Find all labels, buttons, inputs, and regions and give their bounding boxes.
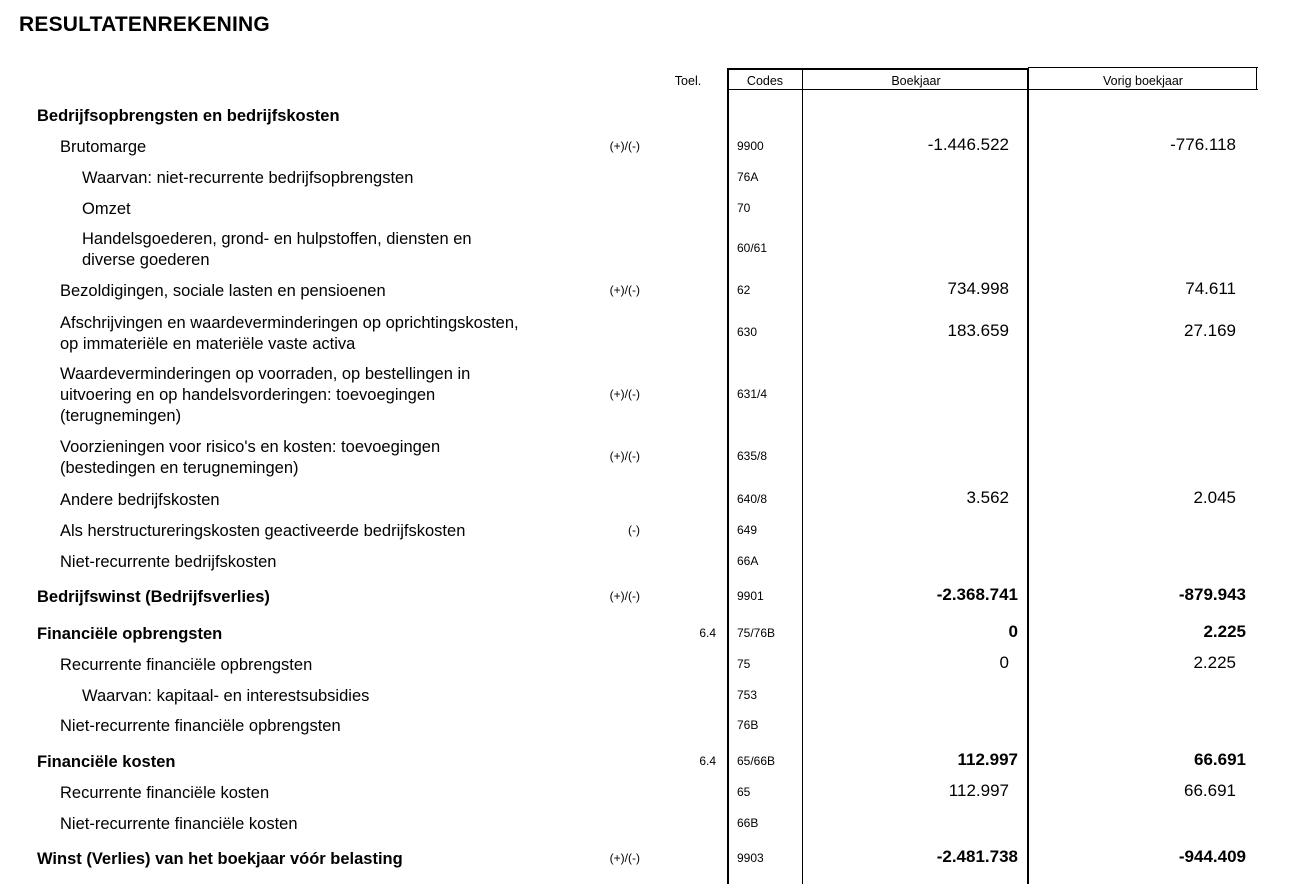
header-top-border-right: [1028, 67, 1258, 68]
value-boekjaar: 112.997: [957, 749, 1018, 769]
row-label-line: Bedrijfswinst (Bedrijfsverlies): [37, 588, 270, 606]
row-label-line: Recurrente financiële kosten: [60, 784, 270, 802]
toelichting-ref: 6.4: [699, 753, 716, 768]
row-label-line: Winst (Verlies) van het boekjaar vóór belasting: [37, 850, 403, 868]
value-vorig-boekjaar: 2.225: [1203, 621, 1246, 641]
row-code: 9900: [737, 138, 764, 153]
sign-indicator: (+)/(-): [609, 850, 640, 865]
row-code: 76A: [737, 169, 759, 184]
row-label: [82, 199, 131, 220]
row-code: 65: [737, 784, 751, 799]
row-label: [37, 587, 270, 608]
row-label-line: (bestedingen en terugnemingen): [60, 459, 299, 477]
row-label-line: uitvoering en op handelsvorderingen: toevoegingen: [60, 386, 436, 404]
row-label-line: Niet-recurrente bedrijfskosten: [60, 553, 277, 571]
row-label: [60, 783, 269, 804]
row-code: 76B: [737, 717, 759, 732]
row-label: [60, 137, 146, 158]
row-label: [60, 364, 470, 427]
row-label-line: Waarvan: niet-recurrente bedrijfsopbrengsten: [82, 169, 414, 187]
value-boekjaar: -2.368.741: [936, 584, 1018, 604]
row-code: 70: [737, 200, 751, 215]
row-code: 753: [737, 687, 758, 702]
sign-indicator: (+)/(-): [609, 449, 640, 463]
row-label-line: Waarvan: kapitaal- en interestsubsidies: [82, 687, 370, 705]
value-vorig-boekjaar: -944.409: [1178, 846, 1246, 866]
page-title: RESULTATENREKENING: [19, 13, 270, 36]
row-code: 66B: [737, 815, 759, 830]
row-label: [60, 281, 386, 302]
row-label-line: Afschrijvingen en waardeverminderingen op oprichtingskosten,: [60, 314, 519, 332]
row-label-line: Niet-recurrente financiële kosten: [60, 815, 298, 833]
row-label: [60, 552, 276, 573]
sign-indicator: (+)/(-): [609, 282, 640, 297]
row-code: 631/4: [737, 386, 768, 401]
row-code: 60/61: [737, 241, 768, 255]
value-vorig-boekjaar: 74.611: [1185, 278, 1236, 298]
boekjaar-right-border: [1027, 68, 1029, 884]
row-label: [60, 437, 440, 479]
row-label-line: Bezoldigingen, sociale lasten en pensioenen: [60, 282, 386, 300]
row-label-line: Brutomarge: [60, 138, 147, 156]
row-code: 630: [737, 325, 758, 339]
toelichting-ref: 6.4: [699, 625, 716, 640]
row-code: 9903: [737, 850, 764, 865]
row-label: [82, 168, 413, 189]
column-header-vorig-boekjaar: Vorig boekjaar: [1103, 74, 1183, 88]
row-label-line: Financiële kosten: [37, 753, 176, 771]
row-label: [60, 313, 519, 355]
value-vorig-boekjaar: 2.225: [1193, 652, 1236, 672]
row-label-line: Voorzieningen voor risico's en kosten: toevoegingen: [60, 438, 441, 456]
value-boekjaar: 0: [1008, 621, 1018, 641]
value-boekjaar: 183.659: [947, 321, 1009, 340]
value-vorig-boekjaar: 66.691: [1194, 749, 1246, 769]
row-label: [37, 849, 403, 870]
codes-right-border: [802, 68, 803, 884]
value-boekjaar: -1.446.522: [927, 134, 1009, 154]
row-label: [82, 229, 472, 271]
row-label-line: Waardeverminderingen op voorraden, op bestellingen in: [60, 365, 471, 383]
row-label-line: Omzet: [82, 200, 131, 218]
row-code: 635/8: [737, 449, 768, 463]
row-label: [60, 490, 220, 511]
row-label: [60, 521, 465, 542]
sign-indicator: (-): [628, 522, 640, 537]
row-label: [60, 814, 298, 835]
row-label-line: Handelsgoederen, grond- en hulpstoffen, diensten en: [82, 230, 472, 248]
value-boekjaar: 112.997: [948, 780, 1009, 800]
value-boekjaar: 734.998: [947, 278, 1009, 298]
row-label: [37, 624, 222, 645]
value-vorig-boekjaar: 27.169: [1184, 321, 1236, 340]
header-top-border: [727, 68, 1029, 70]
sign-indicator: (+)/(-): [609, 588, 640, 603]
row-label: [37, 106, 340, 127]
row-code: 640/8: [737, 491, 768, 506]
row-label-line: Bedrijfsopbrengsten en bedrijfskosten: [37, 107, 340, 125]
row-label-line: (terugnemingen): [60, 407, 182, 425]
header-bottom-border: [727, 89, 1258, 90]
codes-left-border: [727, 68, 729, 884]
value-vorig-boekjaar: -776.118: [1170, 134, 1236, 154]
row-code: 9901: [737, 588, 764, 603]
row-code: 75: [737, 656, 751, 671]
column-header-boekjaar: Boekjaar: [891, 74, 941, 88]
row-code: 75/76B: [737, 625, 776, 640]
row-label-line: Als herstructureringskosten geactiveerde bedrijfskosten: [60, 522, 466, 540]
row-label: [60, 716, 341, 737]
row-label: [60, 655, 312, 676]
value-vorig-boekjaar: 2.045: [1193, 487, 1236, 507]
row-code: 66A: [737, 553, 759, 568]
row-code: 649: [737, 522, 758, 537]
row-label-line: Andere bedrijfskosten: [60, 491, 220, 509]
value-boekjaar: 0: [999, 652, 1009, 672]
row-code: 65/66B: [737, 753, 776, 768]
row-label-line: Niet-recurrente financiële opbrengsten: [60, 717, 341, 735]
column-header-codes: Codes: [746, 74, 784, 88]
row-label-line: Recurrente financiële opbrengsten: [60, 656, 313, 674]
row-label-line: op immateriële en materiële vaste activa: [60, 335, 356, 353]
vorig-right-border: [1256, 67, 1257, 90]
row-label-line: diverse goederen: [82, 251, 210, 269]
row-label: [37, 752, 175, 773]
value-boekjaar: -2.481.738: [936, 846, 1018, 866]
value-vorig-boekjaar: 66.691: [1184, 780, 1236, 800]
value-boekjaar: 3.562: [966, 487, 1009, 507]
sign-indicator: (+)/(-): [609, 386, 640, 401]
value-vorig-boekjaar: -879.943: [1178, 584, 1246, 604]
sign-indicator: (+)/(-): [609, 138, 640, 153]
column-header-toel: Toel.: [674, 74, 702, 88]
row-code: 62: [737, 282, 751, 297]
row-label: [82, 686, 369, 707]
row-label-line: Financiële opbrengsten: [37, 625, 223, 643]
